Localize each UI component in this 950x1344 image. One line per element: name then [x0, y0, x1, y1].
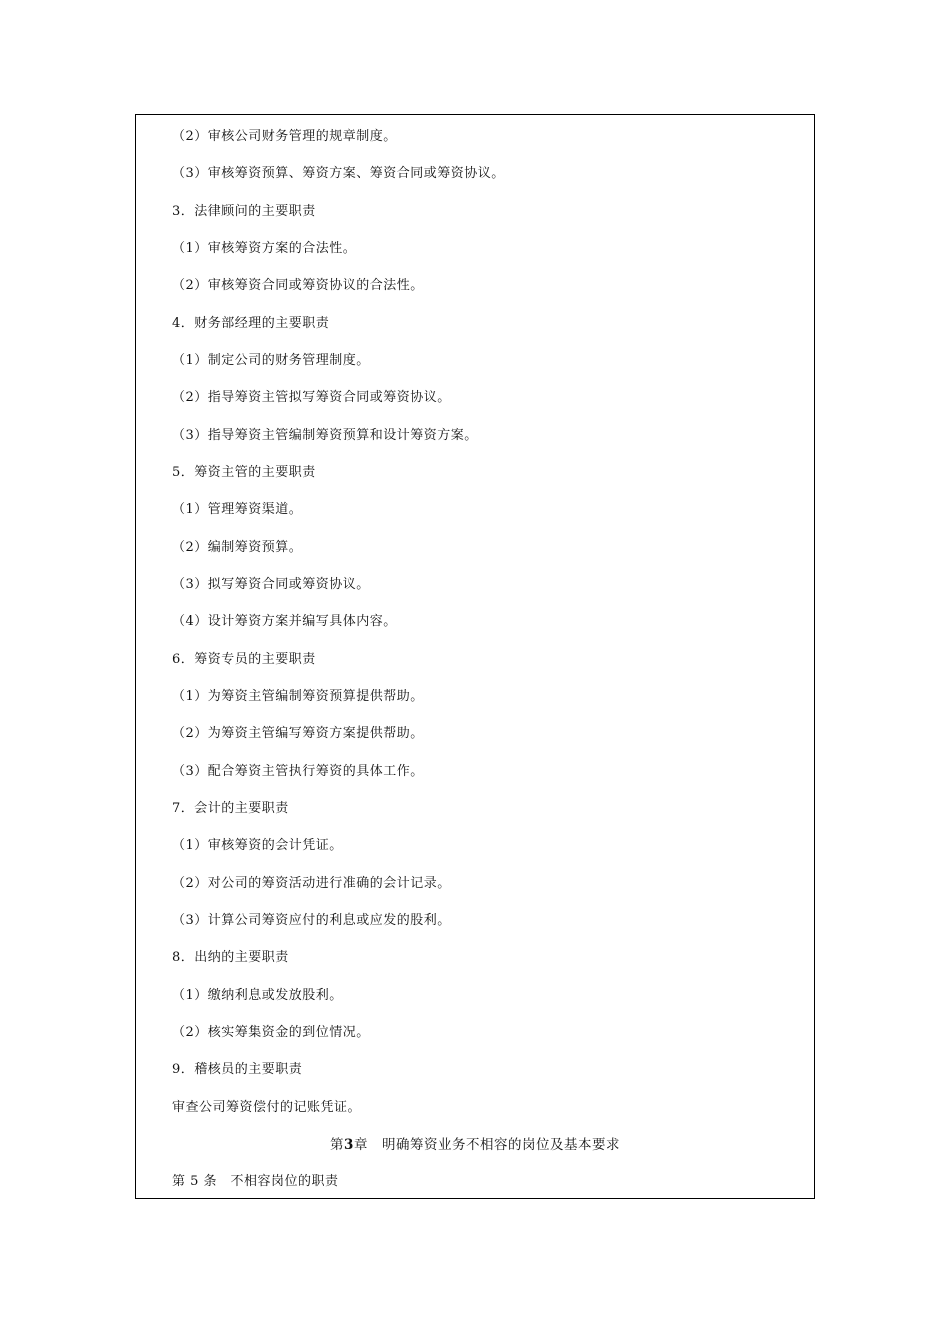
list-item: （3）计算公司筹资应付的利息或应发的股利。 — [172, 913, 451, 928]
section-heading: 5．筹资主管的主要职责 — [172, 465, 316, 480]
paragraph: 审查公司筹资偿付的记账凭证。 — [172, 1100, 362, 1115]
chapter-title: 章 明确筹资业务不相容的岗位及基本要求 — [353, 1137, 620, 1153]
list-item: （3）拟写筹资合同或筹资协议。 — [172, 577, 370, 592]
section-heading: 3．法律顾问的主要职责 — [172, 204, 316, 219]
list-item: （2）为筹资主管编写筹资方案提供帮助。 — [172, 726, 424, 741]
list-item: （2）对公司的筹资活动进行准确的会计记录。 — [172, 876, 451, 891]
list-item: （1）缴纳利息或发放股利。 — [172, 988, 343, 1003]
list-item: （3）审核筹资预算、筹资方案、筹资合同或筹资协议。 — [172, 166, 505, 181]
section-heading: 6．筹资专员的主要职责 — [172, 652, 316, 667]
list-item: （4）设计筹资方案并编写具体内容。 — [172, 614, 397, 629]
section-heading: 7．会计的主要职责 — [172, 801, 289, 816]
chapter-heading — [136, 1136, 814, 1154]
list-item: （2）审核筹资合同或筹资协议的合法性。 — [172, 278, 424, 293]
chapter-number: 3 — [344, 1137, 354, 1153]
list-item: （1）制定公司的财务管理制度。 — [172, 353, 370, 368]
list-item: （2）审核公司财务管理的规章制度。 — [172, 129, 397, 144]
article-heading: 第 5 条 不相容岗位的职责 — [172, 1174, 339, 1189]
document-frame — [135, 114, 815, 1199]
list-item: （1）审核筹资方案的合法性。 — [172, 241, 357, 256]
section-heading: 9．稽核员的主要职责 — [172, 1062, 303, 1077]
section-heading: 4．财务部经理的主要职责 — [172, 316, 330, 331]
list-item: （1）审核筹资的会计凭证。 — [172, 838, 343, 853]
list-item: （2）指导筹资主管拟写筹资合同或筹资协议。 — [172, 390, 451, 405]
section-heading: 8．出纳的主要职责 — [172, 950, 289, 965]
list-item: （2）核实筹集资金的到位情况。 — [172, 1025, 370, 1040]
list-item: （3）配合筹资主管执行筹资的具体工作。 — [172, 764, 424, 779]
list-item: （1）管理筹资渠道。 — [172, 502, 303, 517]
chapter-prefix: 第 — [330, 1137, 345, 1153]
list-item: （2）编制筹资预算。 — [172, 540, 303, 555]
list-item: （3）指导筹资主管编制筹资预算和设计筹资方案。 — [172, 428, 478, 443]
list-item: （1）为筹资主管编制筹资预算提供帮助。 — [172, 689, 424, 704]
